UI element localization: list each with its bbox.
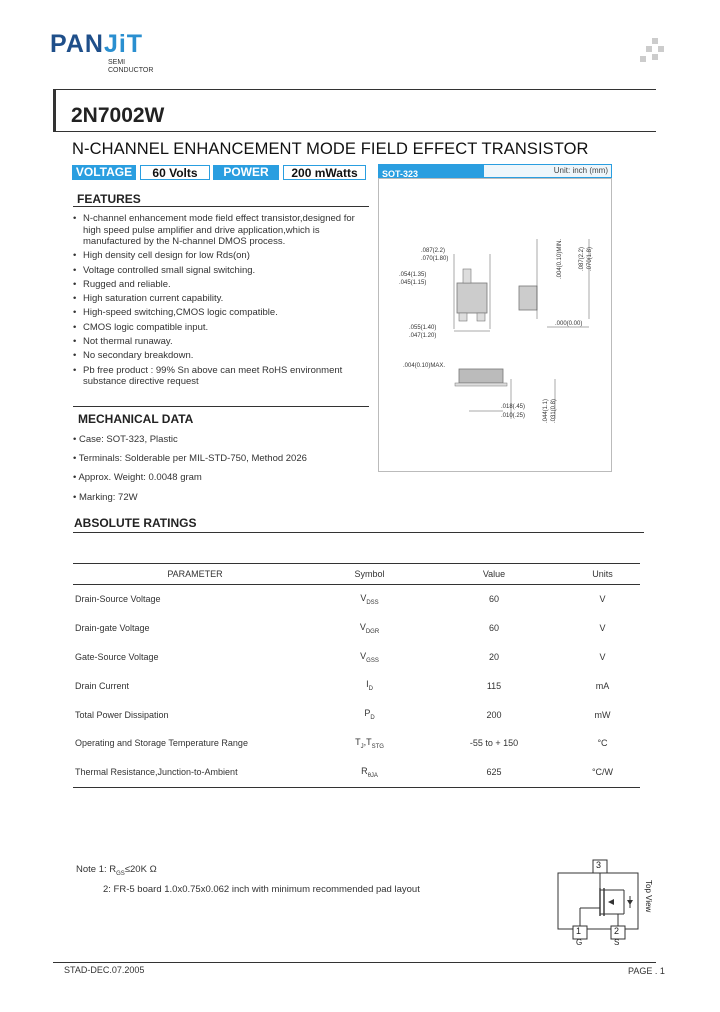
ratings-rule (73, 532, 644, 533)
symbol-text: R (361, 765, 368, 776)
value-cell: -55 to + 150 (469, 738, 519, 749)
table-row (73, 729, 640, 758)
symbol-cell (316, 643, 423, 672)
dim-label: .031(0.8) (551, 398, 557, 423)
part-rule (53, 131, 656, 132)
list-item: • Marking: 72W (73, 491, 138, 503)
symbol-cell (316, 671, 423, 700)
symbol-sub: STG (371, 743, 384, 750)
list-item: • Not thermal runaway. (73, 336, 373, 348)
value-cell: 115 (486, 680, 502, 691)
value-cell: 625 (423, 758, 565, 787)
param-cell: Thermal Resistance,Junction-to-Ambient (73, 758, 316, 787)
dim-label: .045(1.15) (399, 280, 427, 286)
mechanical-heading: MECHANICAL DATA (78, 412, 194, 426)
symbol-text: P (364, 708, 371, 719)
list-item: • Pb free product : 99% Sn above can meet RoHS environment substance directive request (73, 365, 373, 388)
param-cell: Operating and Storage Temperature Range (75, 738, 248, 749)
logo-semi: SEMI (108, 59, 126, 66)
col-header: PARAMETER (73, 564, 316, 585)
pin-2-label: 2 (614, 926, 620, 936)
list-item: • High density cell design for low Rds(on) (73, 250, 373, 262)
unit-cell: mW (594, 709, 611, 720)
package-name: SOT-323 (382, 169, 419, 179)
symbol-text: V (360, 650, 367, 661)
list-item: • High saturation current capability. (73, 293, 373, 305)
dim-label: .087(2.2) (579, 246, 585, 271)
dim-label: .087(2.2) (421, 248, 446, 254)
pinout-drawing (556, 858, 656, 948)
pinout-diagram (556, 858, 656, 948)
symbol-cell (316, 729, 423, 758)
symbol-text: V (359, 621, 366, 632)
logo-conductor: CONDUCTOR (108, 67, 154, 74)
ratings-table (73, 563, 640, 788)
dim-label: .000(0.00) (555, 321, 583, 327)
dim-label: .070(1.8) (587, 246, 593, 271)
dim-label: .054(1.35) (399, 272, 427, 278)
document-title: N-CHANNEL ENHANCEMENT MODE FIELD EFFECT TRANSISTOR (72, 140, 589, 158)
list-item: • Approx. Weight: 0.0048 gram (73, 472, 202, 484)
table-row (73, 585, 640, 614)
logo-jit: JiT (103, 30, 144, 58)
power-label: POWER (213, 165, 279, 180)
symbol-text: ,T (363, 736, 372, 747)
symbol-sub: D (368, 686, 373, 693)
symbol-text: V (360, 593, 367, 603)
dim-label: .018(.45) (501, 404, 526, 410)
ratings-heading: ABSOLUTE RATINGS (74, 516, 197, 530)
dim-label: .055(1.40) (409, 325, 437, 331)
dim-label: .004(0.10)MIN. (557, 238, 563, 279)
note-1-prefix: Note 1: R (76, 864, 117, 875)
symbol-sub: DSS (366, 599, 379, 606)
list-item: • N-channel enhancement mode field effect transistor,designed for high speed pulse amplifier and drive application,which is manufactured by the N-channel DMOS process. (73, 213, 373, 248)
dim-label: .010(.25) (501, 413, 526, 419)
note-1-sub: GS (116, 870, 125, 877)
symbol-cell (316, 585, 423, 614)
note-1 (76, 864, 157, 877)
table-row (73, 614, 640, 643)
footer-rule (53, 962, 656, 963)
voltage-value: 60 Volts (140, 165, 210, 180)
top-rule (53, 89, 656, 90)
part-number: 2N7002W (71, 104, 165, 127)
dim-label: .047(1.20) (409, 333, 437, 339)
value-cell: 60 (488, 594, 499, 605)
table-header-row (73, 564, 640, 585)
list-item: • Case: SOT-323, Plastic (73, 434, 178, 445)
table-row (73, 700, 640, 729)
features-underline (73, 206, 369, 207)
param-cell: Drain Current (75, 680, 130, 691)
pin-3-label: 3 (596, 860, 602, 870)
table-row (73, 758, 640, 787)
list-item: • Terminals: Solderable per MIL-STD-750, Method 2026 (73, 453, 307, 465)
symbol-cell (316, 614, 423, 643)
unit-cell: mA (595, 680, 610, 691)
list-item: • CMOS logic compatible input. (73, 322, 373, 334)
symbol-sub: J (360, 743, 364, 750)
pin-1-label: 1 (576, 926, 582, 936)
symbol-sub: D (370, 714, 375, 721)
value-cell: 20 (488, 651, 499, 662)
unit-cell: V (599, 594, 606, 605)
top-view-label: Top View (644, 880, 653, 913)
dim-label: .044(1.1) (543, 398, 549, 423)
symbol-cell (316, 700, 423, 729)
note-1-suffix: ≤20K Ω (124, 864, 157, 875)
symbol-sub: θJA (367, 772, 378, 779)
param-cell: Drain-gate Voltage (75, 623, 150, 634)
symbol-cell (316, 758, 423, 787)
source-label: S (614, 938, 620, 947)
symbol-sub: DGR (365, 628, 380, 635)
mechanical-underline (73, 406, 369, 407)
param-cell: Drain-Source Voltage (75, 594, 161, 605)
symbol-text: T (355, 736, 361, 747)
voltage-label: VOLTAGE (72, 165, 136, 180)
features-list (73, 213, 373, 390)
symbol-text: I (366, 679, 369, 690)
list-item: • Rugged and reliable. (73, 279, 373, 291)
part-bar-left (53, 89, 56, 132)
footer-date: STAD-DEC.07.2005 (64, 965, 145, 975)
company-logo (50, 30, 143, 59)
table-row (73, 643, 640, 672)
param-cell: Total Power Dissipation (75, 709, 169, 720)
logo-pan: PAN (50, 30, 104, 58)
dim-label: .004(0.10)MAX. (403, 363, 446, 369)
value-cell: 200 (486, 709, 502, 720)
package-diagram (378, 178, 612, 472)
unit-cell: °C (597, 738, 608, 749)
unit-cell: V (599, 651, 606, 662)
footer-page: PAGE . 1 (628, 966, 665, 976)
list-item: • No secondary breakdown. (73, 350, 373, 362)
package-unit: Unit: inch (mm) (484, 165, 611, 177)
unit-cell: V (599, 623, 606, 634)
col-header: Value (423, 564, 565, 585)
col-header: Units (565, 564, 640, 585)
mechanical-list (73, 434, 307, 511)
list-item: • High-speed switching,CMOS logic compatible. (73, 307, 373, 319)
power-value: 200 mWatts (283, 165, 366, 180)
symbol-sub: GSS (366, 657, 379, 664)
note-2: 2: FR-5 board 1.0x0.75x0.062 inch with minimum recommended pad layout (103, 884, 420, 895)
list-item: • Voltage controlled small signal switching. (73, 265, 373, 277)
col-header: Symbol (316, 564, 423, 585)
dim-label: .070(1.80) (421, 256, 449, 262)
logo-subtitle (108, 59, 153, 75)
gate-label: G (576, 938, 583, 947)
unit-cell: °C/W (565, 758, 640, 787)
features-heading: FEATURES (77, 192, 141, 206)
table-row (73, 671, 640, 700)
value-cell: 60 (488, 623, 499, 634)
param-cell: Gate-Source Voltage (75, 651, 159, 662)
